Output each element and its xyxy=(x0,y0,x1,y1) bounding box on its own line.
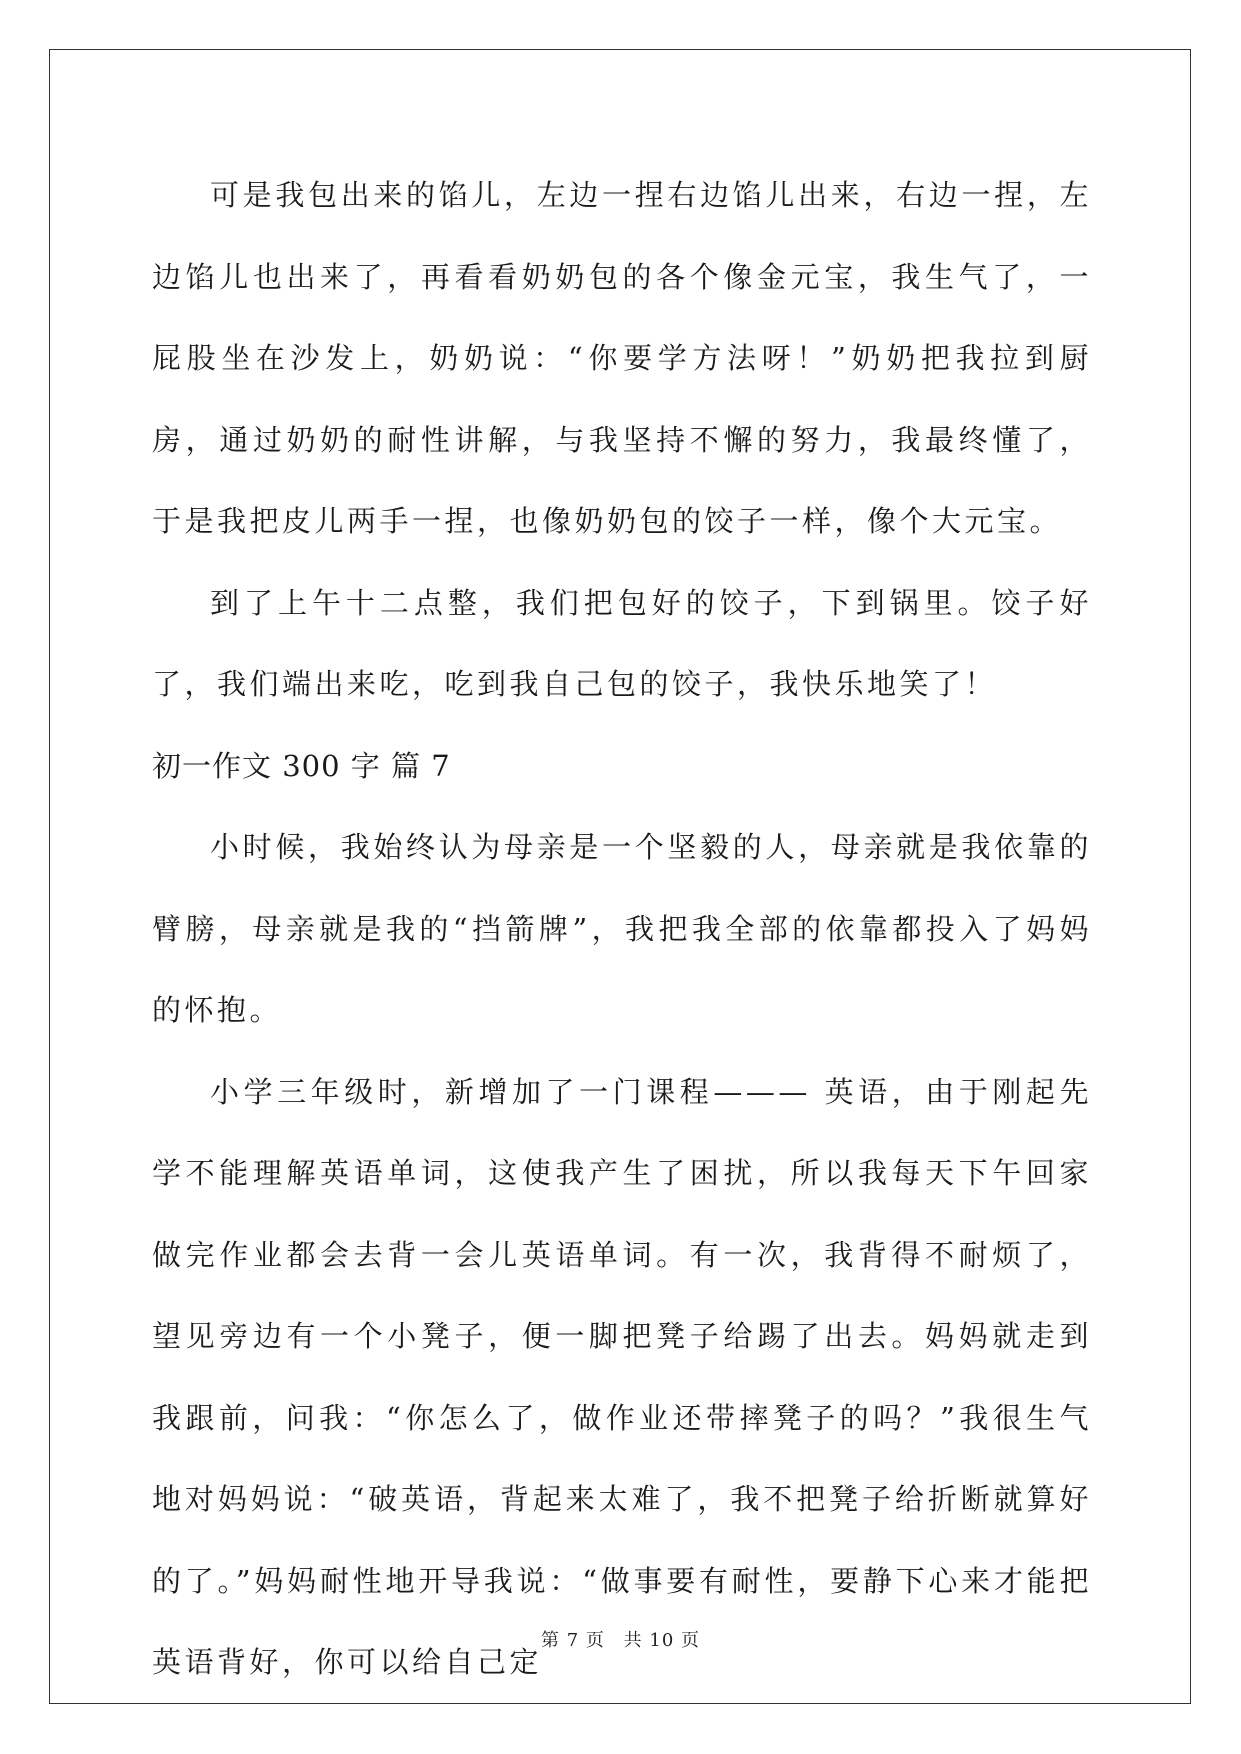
paragraph-dumpling-making: 可是我包出来的馅儿，左边一捏右边馅儿出来，右边一捏，左边馅儿也出来了，再看看奶奶包的各个像金元宝，我生气了，一屁股坐在沙发上，奶奶说：“你要学方法呀！”奶奶把我拉到厨房，通过奶奶的耐性讲解，与我坚持不懈的努力，我最终懂了，于是我把皮儿两手一捏，也像奶奶包的饺子一样，像个大元宝。 xyxy=(152,178,1092,538)
document-body xyxy=(152,155,1092,1704)
paragraph-mother-intro: 小时候，我始终认为母亲是一个坚毅的人，母亲就是我依靠的臂膀，母亲就是我的“挡箭牌”，我把我全部的依靠都投入了妈妈的怀抱。 xyxy=(152,830,1092,1027)
section-heading: 初一作文 300 字 篇 7 xyxy=(152,748,451,783)
page-footer xyxy=(0,1626,1241,1652)
paragraph-dumpling-eating: 到了上午十二点整，我们把包好的饺子，下到锅里。饺子好了，我们端出来吃，吃到我自己包的饺子，我快乐地笑了！ xyxy=(152,585,1092,701)
paragraph-english-lesson: 小学三年级时，新增加了一门课程——— 英语，由于刚起先学不能理解英语单词，这使我产生了困扰，所以我每天下午回家做完作业都会去背一会儿英语单词。有一次，我背得不耐烦了，望见旁边有一个小凳子，便一脚把凳子给踢了出去。妈妈就走到我跟前，问我：“你怎么了，做作业还带摔凳子的吗？”我很生气地对妈妈说：“破英语，背起来太难了，我不把凳子给折断就算好的了。”妈妈耐性地开导我说：“做事要有耐性，要静下心来才能把英语背好，你可以给自己定 xyxy=(152,1074,1092,1679)
page-number-current: 第 7 页 xyxy=(541,1630,605,1651)
page-number-total: 共 10 页 xyxy=(623,1630,700,1651)
